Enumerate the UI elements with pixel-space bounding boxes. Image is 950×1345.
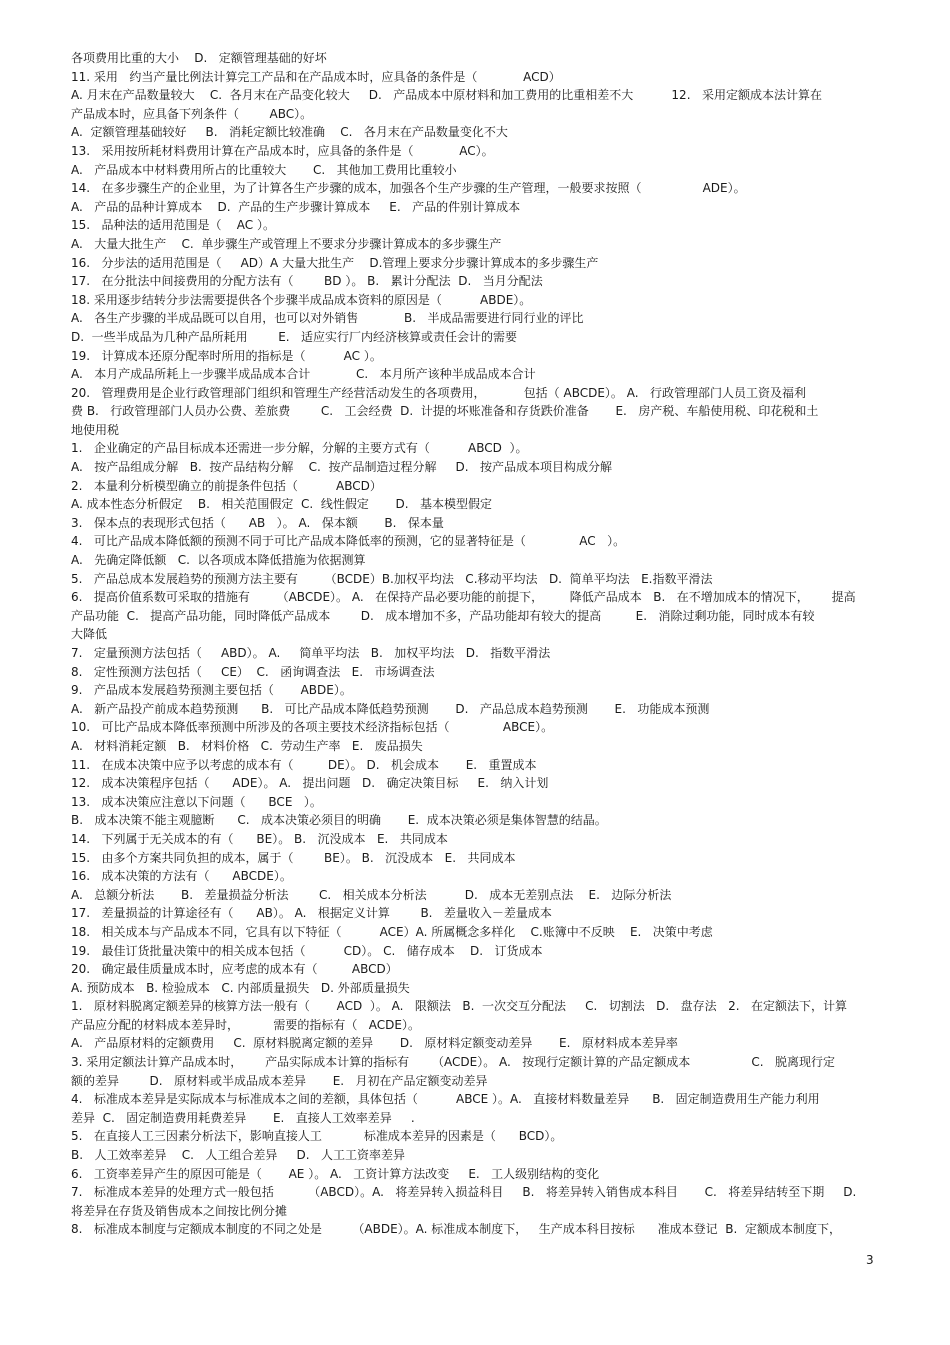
text-line: 额的差异 D. 原材料或半成品成本差异 E. 月初在产品定额变动差异 bbox=[71, 1073, 488, 1088]
text-line: 产品应分配的材料成本差异时， 需要的指标有（ ACDE）。 bbox=[71, 1017, 420, 1032]
text-line: 14. 在多步骤生产的企业里，为了计算各生产步骤的成本，加强各个生产步骤的生产管理，一般要求按照（ ADE）。 bbox=[71, 181, 746, 196]
text-line: 8. 定性预测方法包括（ CE） C. 函询调查法 E. 市场调查法 bbox=[71, 664, 435, 679]
text-line: 大降低 bbox=[71, 627, 108, 642]
text-line: A. 产品成本中材料费用所占的比重较大 C. 其他加工费用比重较小 bbox=[71, 162, 457, 177]
text-line: 地使用税 bbox=[71, 422, 120, 437]
text-line: A. 预防成本 B. 检验成本 C. 内部质量损失 D. 外部质量损失 bbox=[71, 980, 410, 995]
text-line: 11. 采用 约当产量比例法计算完工产品和在产品成本时，应具备的条件是（ ACD） bbox=[71, 69, 561, 84]
text-line: 15. 由多个方案共同负担的成本，属于（ BE）。 B. 沉没成本 E. 共同成本 bbox=[71, 850, 516, 865]
text-line: 5. 产品总成本发展趋势的预测方法主要有 （BCDE）B.加权平均法 C.移动平均法 D. 简单平均法 E.指数平滑法 bbox=[71, 571, 713, 586]
text-line: 3. 保本点的表现形式包括（ AB ）。 A. 保本额 B. 保本量 bbox=[71, 515, 444, 530]
text-line: 14. 下列属于无关成本的有（ BE）。 B. 沉没成本 E. 共同成本 bbox=[71, 831, 448, 846]
text-line: A. 材料消耗定额 B. 材料价格 C. 劳动生产率 E. 废品损失 bbox=[71, 738, 423, 753]
text-line: 15. 品种法的适用范围是（ AC ）。 bbox=[71, 218, 275, 233]
text-line: 7. 定量预测方法包括（ ABD）。 A. 简单平均法 B. 加权平均法 D. 指数平滑法 bbox=[71, 646, 551, 660]
page-number: 3 bbox=[866, 1253, 874, 1267]
document-body bbox=[71, 49, 881, 1239]
text-line: A. 本月产成品所耗上一步骤半成品成本合计 C. 本月所产该种半成品成本合计 bbox=[71, 367, 536, 382]
text-line: A. 大量大批生产 C. 单步骤生产或管理上不要求分步骤计算成本的多步骤生产 bbox=[71, 236, 502, 251]
text-line: 5. 在直接人工三因素分析法下，影响直接人工 标准成本差异的因素是（ BCD）。 bbox=[71, 1129, 563, 1144]
text-line: 18. 采用逐步结转分步法需要提供各个步骤半成品成本资料的原因是（ ABDE）。 bbox=[71, 292, 532, 307]
text-line: 2. 本量利分析模型确立的前提条件包括（ ABCD） bbox=[71, 478, 382, 493]
text-line: 19. 计算成本还原分配率时所用的指标是（ AC ）。 bbox=[71, 348, 382, 363]
text-line: 6. 工资率差异产生的原因可能是（ AE ）。 A. 工资计算方法改变 E. 工人级别结构的变化 bbox=[71, 1166, 600, 1181]
text-line: 产品功能 C. 提高产品功能，同时降低产品成本 D. 成本增加不多，产品功能却有较大的提高 E. 消除过剩功能，同时成本有较 bbox=[71, 608, 815, 623]
text-line: 16. 分步法的适用范围是（ AD）A 大量大批生产 D.管理上要求分步骤计算成本的多步骤生产 bbox=[71, 255, 599, 270]
text-line: 16. 成本决策的方法有（ ABCDE）。 bbox=[71, 869, 292, 884]
text-line: A. 新产品投产前成本趋势预测 B. 可比产品成本降低趋势预测 D. 产品总成本趋势预测 E. 功能成本预测 bbox=[71, 701, 710, 716]
text-line: A. 总额分析法 B. 差量损益分析法 C. 相关成本分析法 D. 成本无差别点法 E. 边际分析法 bbox=[71, 887, 672, 902]
text-line: A. 定额管理基础较好 B. 消耗定额比较准确 C. 各月末在产品数量变化不大 bbox=[71, 125, 508, 140]
text-line: 13. 采用按所耗材料费用计算在产品成本时，应具备的条件是（ AC）。 bbox=[71, 143, 494, 158]
text-line: 13. 成本决策应注意以下问题（ BCE ）。 bbox=[71, 794, 322, 809]
text-line: 6. 提高价值系数可采取的措施有 （ABCDE）。 A. 在保持产品必要功能的前提下， 降低产品成本 B. 在不增加成本的情况下， 提高 bbox=[71, 590, 856, 605]
text-line: A. 产品的品种计算成本 D. 产品的生产步骤计算成本 E. 产品的件别计算成本 bbox=[71, 199, 521, 214]
text-line: 20. 确定最佳质量成本时，应考虑的成本有（ ABCD） bbox=[71, 962, 398, 977]
text-line: 将差异在存货及销售成本之间按比例分摊 bbox=[71, 1203, 288, 1218]
text-line: B. 成本决策不能主观臆断 C. 成本决策必须目的明确 E. 成本决策必须是集体智慧的结晶。 bbox=[71, 813, 607, 828]
text-line: 17. 在分批法中间接费用的分配方法有（ BD ）。 B. 累计分配法 D. 当月分配法 bbox=[71, 274, 543, 289]
text-line: 12. 成本决策程序包括（ ADE）。 A. 提出问题 D. 确定决策目标 E. 纳入计划 bbox=[71, 776, 549, 791]
text-line: 各项费用比重的大小 D. 定额管理基础的好坏 bbox=[71, 51, 327, 65]
text-line: 7. 标准成本差异的处理方式一般包括 （ABCD）。A. 将差异转入损益科目 B. 将差异转入销售成本科目 C. 将差异结转至下期 D. bbox=[71, 1185, 857, 1200]
text-line: A. 成本性态分析假定 B. 相关范围假定 C. 线性假定 D. 基本模型假定 bbox=[71, 497, 493, 512]
text-line: 1. 企业确定的产品目标成本还需进一步分解，分解的主要方式有（ ABCD ）。 bbox=[71, 441, 528, 456]
text-line: 费 B. 行政管理部门人员办公费、差旅费 C. 工会经费 D. 计提的坏账准备和存货跌价准备 E. 房产税、车船使用税、印花税和土 bbox=[71, 404, 819, 419]
text-line: A. 各生产步骤的半成品既可以自用，也可以对外销售 B. 半成品需要进行同行业的评比 bbox=[71, 311, 584, 326]
text-line: A. 按产品组成分解 B. 按产品结构分解 C. 按产品制造过程分解 D. 按产品成本项目构成分解 bbox=[71, 460, 613, 475]
text-line: 9. 产品成本发展趋势预测主要包括（ ABDE）。 bbox=[71, 683, 352, 698]
text-line: 20. 管理费用是企业行政管理部门组织和管理生产经营活动发生的各项费用， 包括（ ABCDE）。 A. 行政管理部门人员工资及福利 bbox=[71, 385, 806, 400]
text-line: 1. 原材料脱离定额差异的核算方法一般有（ ACD ）。 A. 限额法 B. 一次交互分配法 C. 切割法 D. 盘存法 2. 在定额法下，计算 bbox=[71, 999, 848, 1014]
text-line: 10. 可比产品成本降低率预测中所涉及的各项主要技术经济指标包括（ ABCE）。 bbox=[71, 720, 554, 735]
text-line: 8. 标准成本制度与定额成本制度的不同之处是 （ABDE）。A. 标准成本制度下， 生产成本科目按标 准成本登记 B. 定额成本制度下， bbox=[71, 1222, 841, 1237]
text-line: 3. 采用定额法计算产品成本时， 产品实际成本计算的指标有 （ACDE）。 A. 按现行定额计算的产品定额成本 C. 脱离现行定 bbox=[71, 1055, 835, 1070]
text-line: A. 先确定降低额 C. 以各项成本降低措施为依据测算 bbox=[71, 553, 366, 568]
text-line: D. 一些半成品为几种产品所耗用 E. 适应实行厂内经济核算或责任会计的需要 bbox=[71, 329, 518, 344]
text-line: 11. 在成本决策中应予以考虑的成本有（ DE）。 D. 机会成本 E. 重置成本 bbox=[71, 757, 537, 772]
text-line: 差异 C. 固定制造费用耗费差异 E. 直接人工效率差异 . bbox=[71, 1110, 415, 1125]
text-line: 产品成本时，应具备下列条件（ ABC）。 bbox=[71, 106, 313, 121]
text-line: 4. 可比产品成本降低额的预测不同于可比产品成本降低率的预测，它的显著特征是（ AC ）。 bbox=[71, 534, 626, 549]
text-line: 19. 最佳订货批量决策中的相关成本包括（ CD）。 C. 储存成本 D. 订货成本 bbox=[71, 943, 543, 958]
text-line: B. 人工效率差异 C. 人工组合差异 D. 人工工资率差异 bbox=[71, 1148, 405, 1163]
text-line: A. 产品原材料的定额费用 C. 原材料脱离定额的差异 D. 原材料定额变动差异 E. 原材料成本差异率 bbox=[71, 1036, 678, 1051]
text-line: 4. 标准成本差异是实际成本与标准成本之间的差额，具体包括（ ABCE ）。A. 直接材料数量差异 B. 固定制造费用生产能力利用 bbox=[71, 1092, 820, 1107]
text-line: 17. 差量损益的计算途径有（ AB）。 A. 根据定义计算 B. 差量收入－差量成本 bbox=[71, 906, 552, 921]
text-line: A. 月末在产品数量较大 C. 各月末在产品变化较大 D. 产品成本中原材料和加工费用的比重相差不大 12. 采用定额成本法计算在 bbox=[71, 88, 822, 103]
text-line: 18. 相关成本与产品成本不同，它具有以下特征（ ACE）A. 所属概念多样化 C.账簿中不反映 E. 决策中考虑 bbox=[71, 924, 713, 939]
